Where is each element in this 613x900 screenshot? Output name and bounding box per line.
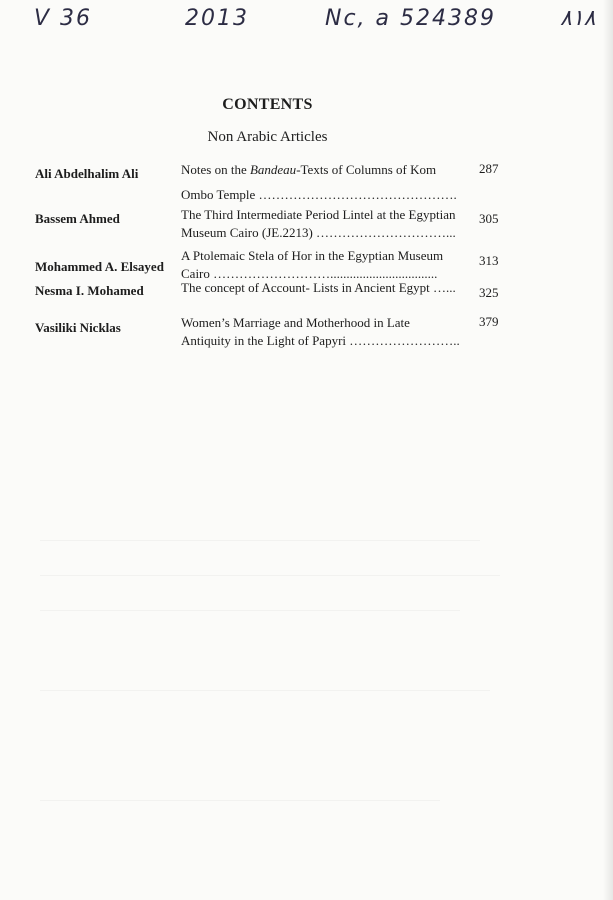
entry-title-line: The concept of Account- Lists in Ancient Egypt …...	[181, 280, 456, 295]
page-title: CONTENTS	[222, 96, 313, 113]
handwritten-reference: Nc, a 524389	[325, 6, 496, 31]
entry-author: Nesma I. Mohamed	[35, 283, 144, 298]
handwritten-mark: ۸۱۸	[560, 6, 596, 31]
entry-page-number: 313	[479, 253, 499, 268]
entry-author: Ali Abdelhalim Ali	[35, 166, 139, 181]
entry-title	[181, 247, 465, 283]
entry-title-line: Women’s Marriage and Motherhood in Late	[181, 315, 410, 330]
entry-title-text: Notes on the	[181, 162, 250, 177]
entry-page-number: 305	[479, 211, 499, 226]
entry-title-line: Cairo ……………………….................................	[181, 266, 438, 281]
entry-title-line: Museum Cairo (JE.2213) …………………………...	[181, 225, 456, 240]
entry-title-text: -Texts of Columns of Kom	[296, 162, 437, 177]
entry-title	[181, 314, 465, 350]
entry-title-line: A Ptolemaic Stela of Hor in the Egyptian Museum	[181, 248, 444, 263]
show-through-line	[40, 610, 460, 611]
entry-title-line: Antiquity in the Light of Papyri ……………………..	[181, 333, 460, 348]
handwritten-year: 2013	[185, 6, 249, 31]
entry-author: Vasiliki Nicklas	[35, 320, 121, 335]
show-through-line	[40, 540, 480, 541]
entry-author: Bassem Ahmed	[35, 211, 120, 226]
entry-page-number: 325	[479, 285, 499, 300]
entry-title-line	[181, 161, 465, 179]
page-edge-shadow	[603, 0, 613, 900]
show-through-line	[40, 690, 490, 691]
handwritten-volume: V 36	[34, 6, 93, 31]
entry-title	[181, 161, 465, 204]
show-through-line	[40, 575, 500, 576]
entry-author: Mohammed A. Elsayed	[35, 259, 164, 274]
entry-title	[181, 206, 465, 242]
section-subtitle: Non Arabic Articles	[207, 129, 328, 145]
entry-title-line: Ombo Temple ……………………………………….	[181, 187, 457, 202]
entry-title-line: The Third Intermediate Period Lintel at the Egyptian	[181, 207, 456, 222]
entry-page-number: 379	[479, 314, 499, 329]
entry-page-number: 287	[479, 161, 499, 176]
entry-title-italic: Bandeau	[249, 162, 297, 177]
entry-title	[181, 279, 465, 297]
show-through-line	[40, 800, 440, 801]
